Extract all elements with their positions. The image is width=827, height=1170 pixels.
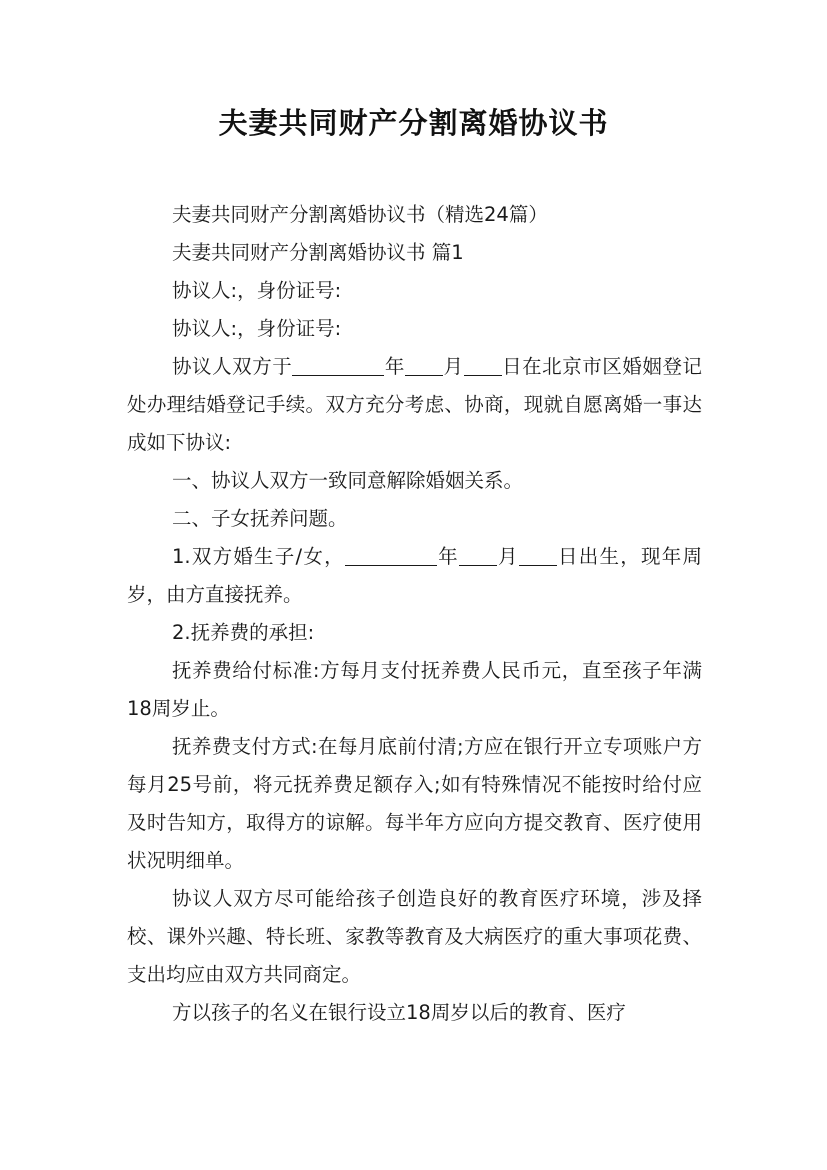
paragraph: 抚养费给付标准:方每月支付抚养费人民币元，直至孩子年满18周岁止。 [127, 659, 702, 720]
paragraph: 夫妻共同财产分割离婚协议书 篇1 [172, 241, 464, 264]
text-segment: 月 [442, 355, 464, 378]
paragraph: 夫妻共同财产分割离婚协议书（精选24篇） [172, 203, 548, 226]
text-segment: 年 [436, 545, 459, 568]
document-body [127, 196, 702, 1032]
blank-line [292, 353, 384, 376]
text-segment: 日在北京市区婚姻登记处办理结婚登记手续。双方充分考虑、协商，现就自愿离婚一事达成如下协议: [127, 355, 702, 454]
text-segment: 月 [496, 545, 519, 568]
document-title: 夫妻共同财产分割离婚协议书 [218, 106, 609, 140]
text-segment: 日出生，现年周岁，由方直接抚养。 [127, 545, 702, 606]
paragraph: 一、协议人双方一致同意解除婚姻关系。 [172, 469, 524, 492]
blank-line [519, 543, 557, 566]
blank-line [464, 353, 502, 376]
paragraph: 协议人:，身份证号: [172, 279, 342, 302]
blank-line [405, 353, 443, 376]
text-segment: 1.双方婚生子/女， [172, 545, 345, 568]
paragraph: 方以孩子的名义在银行设立18周岁以后的教育、医疗 [172, 1001, 626, 1024]
paragraph: 抚养费支付方式:在每月底前付清;方应在银行开立专项账户方每月25号前，将元抚养费足额存入;如有特殊情况不能按时给付应及时告知方，取得方的谅解。每半年方应向方提交教育、医疗使用状况明细单。 [127, 735, 702, 872]
blank-line [345, 543, 437, 566]
paragraph-birth [127, 538, 702, 614]
text-segment: 年 [384, 355, 405, 378]
paragraph-registration [127, 348, 702, 462]
paragraph: 二、子女抚养问题。 [172, 507, 348, 530]
blank-line [459, 543, 497, 566]
text-segment: 协议人双方于 [172, 355, 293, 378]
paragraph: 协议人:，身份证号: [172, 317, 342, 340]
paragraph: 协议人双方尽可能给孩子创造良好的教育医疗环境，涉及择校、课外兴趣、特长班、家教等教育及大病医疗的重大事项花费、支出均应由双方共同商定。 [127, 887, 702, 986]
paragraph: 2.抚养费的承担: [172, 621, 315, 644]
